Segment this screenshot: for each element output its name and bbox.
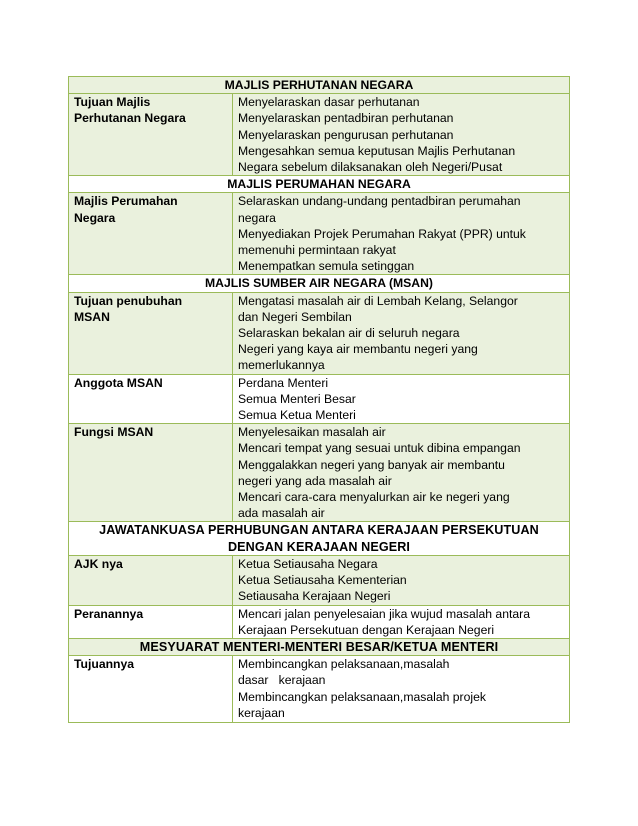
row-value	[233, 94, 570, 176]
section-header-line: JAWATANKUASA PERHUBUNGAN ANTARA KERAJAAN PERSEKUTUAN	[99, 523, 539, 538]
row-label	[69, 424, 233, 522]
row-value-line: dan Negeri Sembilan	[238, 309, 352, 324]
table-row	[69, 656, 570, 723]
section-header-line: MESYUARAT MENTERI-MENTERI BESAR/KETUA MENTERI	[139, 639, 499, 654]
section-header-line: MAJLIS PERHUTANAN NEGARA	[224, 78, 414, 92]
row-value-line: Menyelaraskan pentadbiran perhutanan	[238, 111, 454, 126]
table-row	[69, 292, 570, 374]
section-header-line: DENGAN KERAJAAN NEGERI	[227, 539, 411, 554]
row-value-line: Menyelaraskan pengurusan perhutanan	[238, 127, 454, 142]
row-value-line: Menyelaraskan dasar perhutanan	[238, 95, 420, 110]
row-value	[233, 424, 570, 522]
row-label-line: MSAN	[74, 309, 110, 324]
row-label-line: AJK nya	[74, 556, 123, 571]
row-label	[69, 605, 233, 638]
row-value-line: Menggalakkan negeri yang banyak air membantu	[238, 457, 505, 472]
row-label-line: Negara	[74, 210, 116, 225]
row-value-line: Selaraskan undang-undang pentadbiran perumahan	[238, 194, 521, 209]
section-header-row	[69, 176, 570, 193]
table-row	[69, 605, 570, 638]
row-value-line: Semua Ketua Menteri	[238, 408, 356, 423]
row-label	[69, 94, 233, 176]
section-header-row	[69, 638, 570, 655]
table-row	[69, 374, 570, 424]
row-value-line: negara	[238, 210, 276, 225]
row-value	[233, 656, 570, 723]
section-header	[69, 176, 570, 193]
row-value-line: Mencari tempat yang sesuai untuk dibina empangan	[238, 441, 521, 456]
row-value-line: Menempatkan semula setinggan	[238, 259, 415, 274]
row-label-line: Tujuan penubuhan	[74, 293, 183, 308]
row-value-line: dasar kerajaan	[238, 673, 326, 688]
row-value-line: memerlukannya	[238, 358, 325, 373]
row-label	[69, 656, 233, 723]
row-value-line: Negara sebelum dilaksanakan oleh Negeri/Pusat	[238, 160, 503, 175]
section-header	[69, 77, 570, 94]
row-label-line: Majlis Perumahan	[74, 194, 178, 209]
table-row	[69, 193, 570, 275]
row-value-line: Ketua Setiausaha Kementerian	[238, 573, 407, 588]
section-header-row	[69, 77, 570, 94]
section-header-row	[69, 522, 570, 555]
row-value-line: ada masalah air	[238, 506, 325, 521]
row-value-line: Selaraskan bekalan air di seluruh negara	[238, 326, 460, 341]
row-value-line: Negeri yang kaya air membantu negeri yang	[238, 342, 478, 357]
table-row	[69, 424, 570, 522]
row-value-line: Menyelesaikan masalah air	[238, 425, 386, 440]
section-header-line: MAJLIS PERUMAHAN NEGARA	[227, 177, 411, 192]
row-value	[233, 292, 570, 374]
row-label	[69, 555, 233, 605]
notes-table	[68, 76, 570, 723]
section-header	[69, 638, 570, 655]
row-label-line: Peranannya	[74, 606, 144, 621]
row-label	[69, 374, 233, 424]
row-label-line: Anggota MSAN	[74, 375, 163, 390]
section-header-row	[69, 275, 570, 292]
section-header-line: MAJLIS SUMBER AIR NEGARA (MSAN)	[205, 276, 433, 291]
row-value-line: Membincangkan pelaksanaan,masalah	[238, 657, 450, 672]
row-value-line: Mencari jalan penyelesaian jika wujud masalah antara	[238, 606, 530, 621]
section-header	[69, 522, 570, 555]
row-value-line: Mencari cara-cara menyalurkan air ke negeri yang	[238, 490, 510, 505]
row-value-line: kerajaan	[238, 705, 285, 720]
row-value	[233, 374, 570, 424]
row-value-line: Kerajaan Persekutuan dengan Kerajaan Negeri	[238, 622, 495, 637]
row-label	[69, 292, 233, 374]
row-value	[233, 193, 570, 275]
row-value-line: Mengesahkan semua keputusan Majlis Perhutanan	[238, 143, 516, 158]
row-value	[233, 605, 570, 638]
row-label-line: Tujuan Majlis	[74, 95, 151, 110]
row-value-line: Menyediakan Projek Perumahan Rakyat (PPR) untuk	[238, 226, 526, 241]
row-value-line: Perdana Menteri	[238, 375, 329, 390]
row-value-line: Setiausaha Kerajaan Negeri	[238, 589, 391, 604]
row-label	[69, 193, 233, 275]
row-label-line: Perhutanan Negara	[74, 111, 186, 126]
table-row	[69, 555, 570, 605]
row-value-line: memenuhi permintaan rakyat	[238, 243, 396, 258]
row-label-line: Fungsi MSAN	[74, 425, 154, 440]
row-label-line: Tujuannya	[74, 657, 135, 672]
table-row	[69, 94, 570, 176]
row-value-line: negeri yang ada masalah air	[238, 473, 392, 488]
row-value-line: Ketua Setiausaha Negara	[238, 556, 378, 571]
row-value-line: Mengatasi masalah air di Lembah Kelang, Selangor	[238, 293, 518, 308]
section-header	[69, 275, 570, 292]
row-value-line: Semua Menteri Besar	[238, 391, 356, 406]
row-value-line: Membincangkan pelaksanaan,masalah projek	[238, 689, 486, 704]
row-value	[233, 555, 570, 605]
